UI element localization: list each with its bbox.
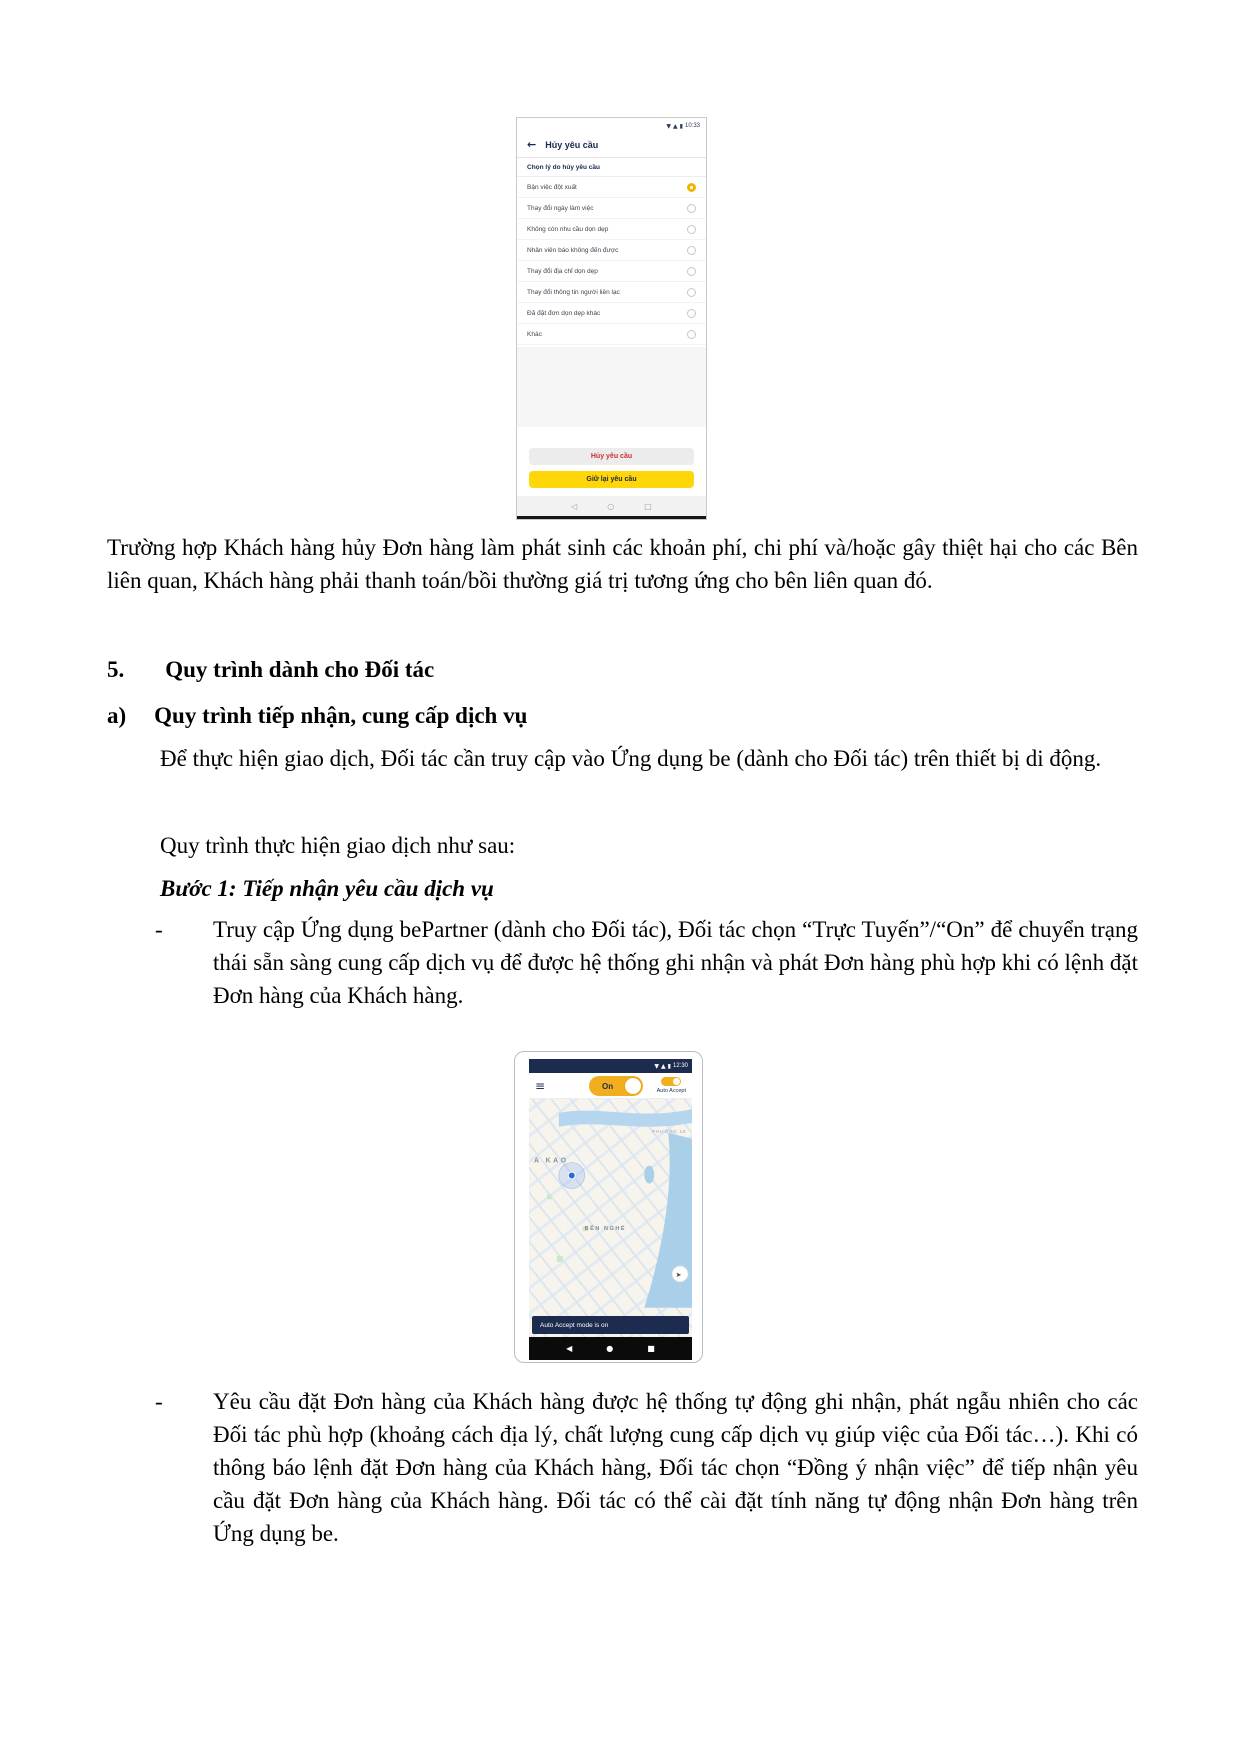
screenshot-partner-online-map xyxy=(514,1051,703,1363)
auto-accept-toggle-icon[interactable] xyxy=(661,1077,681,1086)
online-toggle-label: On xyxy=(602,1081,614,1091)
reason-option[interactable] xyxy=(517,198,706,219)
send-arrow-icon: ➤ xyxy=(675,1270,682,1279)
section-5-heading xyxy=(107,653,1138,686)
auto-accept-label: Auto Accept xyxy=(656,1088,686,1094)
cell-signal-icon: ▲ xyxy=(661,1062,666,1070)
section-title: Quy trình dành cho Đối tác xyxy=(165,657,435,682)
status-bar xyxy=(529,1059,692,1073)
auto-accept-control[interactable] xyxy=(657,1077,686,1094)
reason-option[interactable] xyxy=(517,219,706,240)
park xyxy=(557,1256,563,1262)
reason-label: Thay đổi ngày làm việc xyxy=(527,204,594,212)
reason-option[interactable] xyxy=(517,261,706,282)
android-nav-bar xyxy=(517,496,706,516)
nav-back-icon[interactable]: ◀ xyxy=(566,1344,573,1353)
status-time: 10:33 xyxy=(684,123,700,129)
radio-icon[interactable] xyxy=(687,246,696,255)
reason-option[interactable] xyxy=(517,282,706,303)
reason-label: Bận việc đột xuất xyxy=(527,183,577,191)
map-view[interactable] xyxy=(529,1099,692,1337)
status-time: 12:30 xyxy=(672,1063,688,1069)
bullet-marker: - xyxy=(155,1389,163,1414)
paragraph-process-intro: Quy trình thực hiện giao dịch như sau: xyxy=(160,833,516,858)
nav-home-icon[interactable]: ○ xyxy=(607,501,615,511)
toggle-knob xyxy=(625,1078,641,1094)
reason-label: Khác xyxy=(527,330,542,338)
map-label-bennghe: BẾN NGHÉ xyxy=(584,1226,627,1233)
nav-back-icon[interactable]: ◁ xyxy=(571,501,578,511)
cell-signal-icon: ▲ xyxy=(673,122,678,130)
current-location-dot xyxy=(568,1172,575,1179)
back-arrow-icon[interactable]: ← xyxy=(527,138,537,151)
keep-request-button[interactable]: Giữ lại yêu cầu xyxy=(529,471,694,488)
hamburger-menu-icon[interactable]: ≡ xyxy=(535,1078,546,1093)
status-bar xyxy=(517,118,706,132)
map-graphics xyxy=(529,1099,692,1308)
map-label-ward19: PHƯỜNG 19 xyxy=(652,1128,687,1134)
android-nav-bar xyxy=(529,1337,692,1360)
reason-option[interactable] xyxy=(517,324,706,345)
park xyxy=(547,1194,552,1199)
step-1-heading: Bước 1: Tiếp nhận yêu cầu dịch vụ xyxy=(160,876,494,901)
reason-label: Không còn nhu cầu dọn dẹp xyxy=(527,225,609,233)
screen-title: Hủy yêu cầu xyxy=(545,139,599,150)
reason-option[interactable] xyxy=(517,303,706,324)
reason-label: Nhân viên báo không đến được xyxy=(527,246,619,254)
item-a-label: a) xyxy=(107,703,127,728)
bullet-marker: - xyxy=(155,917,163,942)
app-header xyxy=(529,1073,692,1099)
radio-icon[interactable] xyxy=(687,225,696,234)
map-label-dakao: A KAO xyxy=(533,1157,569,1165)
radio-selected-icon[interactable] xyxy=(687,183,696,192)
phone-bottom-edge xyxy=(517,516,706,519)
section-number: 5. xyxy=(107,657,125,682)
screenshot-cancel-request xyxy=(516,117,707,520)
nav-recent-icon[interactable]: □ xyxy=(644,501,652,511)
pond xyxy=(644,1166,654,1184)
radio-icon[interactable] xyxy=(687,288,696,297)
screen-header xyxy=(517,132,706,157)
item-a-heading xyxy=(107,699,1138,732)
bullet-1-text: Truy cập Ứng dụng bePartner (dành cho Đối tác), Đối tác chọn “Trực Tuyến”/“On” để chuyển trạng thái sẵn sàng cung cấp dịch vụ để được hệ thống ghi nhận và phát Đơn hàng phù hợp khi có lệnh đặt Đơn hàng của Khách hàng. xyxy=(213,917,1138,1008)
water-body xyxy=(644,1133,692,1308)
auto-accept-toast: Auto Accept mode is on xyxy=(532,1316,689,1334)
cancel-request-button[interactable]: Hủy yêu cầu xyxy=(529,448,694,465)
paragraph-access-app: Để thực hiện giao dịch, Đối tác cần truy cập vào Ứng dụng be (dành cho Đối tác) trên thiết bị di động. xyxy=(160,746,1102,771)
wifi-icon: ▼ xyxy=(654,1062,660,1070)
wifi-icon: ▼ xyxy=(666,122,672,130)
radio-icon[interactable] xyxy=(687,204,696,213)
river xyxy=(559,1109,692,1127)
nav-recent-icon[interactable]: ■ xyxy=(647,1344,655,1353)
radio-icon[interactable] xyxy=(687,309,696,318)
battery-icon: ▮ xyxy=(667,1062,671,1070)
phone-screen xyxy=(529,1059,692,1360)
radio-icon[interactable] xyxy=(687,330,696,339)
reason-option[interactable] xyxy=(517,240,706,261)
reason-section-label: Chọn lý do hủy yêu cầu xyxy=(517,158,706,177)
reason-label: Thay đổi địa chỉ dọn dẹp xyxy=(527,267,598,275)
empty-area xyxy=(517,347,706,427)
nav-home-icon[interactable]: ● xyxy=(606,1344,614,1353)
reason-label: Thay đổi thông tin người liên lạc xyxy=(527,288,620,296)
paragraph-cancel-liability: Trường hợp Khách hàng hủy Đơn hàng làm phát sinh các khoản phí, chi phí và/hoặc gây thiệt hại cho các Bên liên quan, Khách hàng phải thanh toán/bồi thường giá trị tương ứng cho bên liên quan đó. xyxy=(107,535,1138,593)
battery-icon: ▮ xyxy=(679,122,683,130)
online-toggle[interactable] xyxy=(589,1076,643,1096)
radio-icon[interactable] xyxy=(687,267,696,276)
reason-option[interactable] xyxy=(517,177,706,198)
item-a-title: Quy trình tiếp nhận, cung cấp dịch vụ xyxy=(154,703,528,728)
bullet-2-text: Yêu cầu đặt Đơn hàng của Khách hàng được hệ thống tự động ghi nhận, phát ngẫu nhiên cho các Đối tác phù hợp (khoảng cách địa lý, chất lượng cung cấp dịch vụ giúp việc của Đối tác…). Khi có thông báo lệnh đặt Đơn hàng của Khách hàng, Đối tác chọn “Đồng ý nhận việc” để tiếp nhận yêu cầu đặt Đơn hàng của Khách hàng. Đối tác có thể cài đặt tính năng tự động nhận Đơn hàng trên Ứng dụng be. xyxy=(213,1389,1138,1546)
reason-label: Đã đặt đơn dọn dẹp khác xyxy=(527,309,601,317)
